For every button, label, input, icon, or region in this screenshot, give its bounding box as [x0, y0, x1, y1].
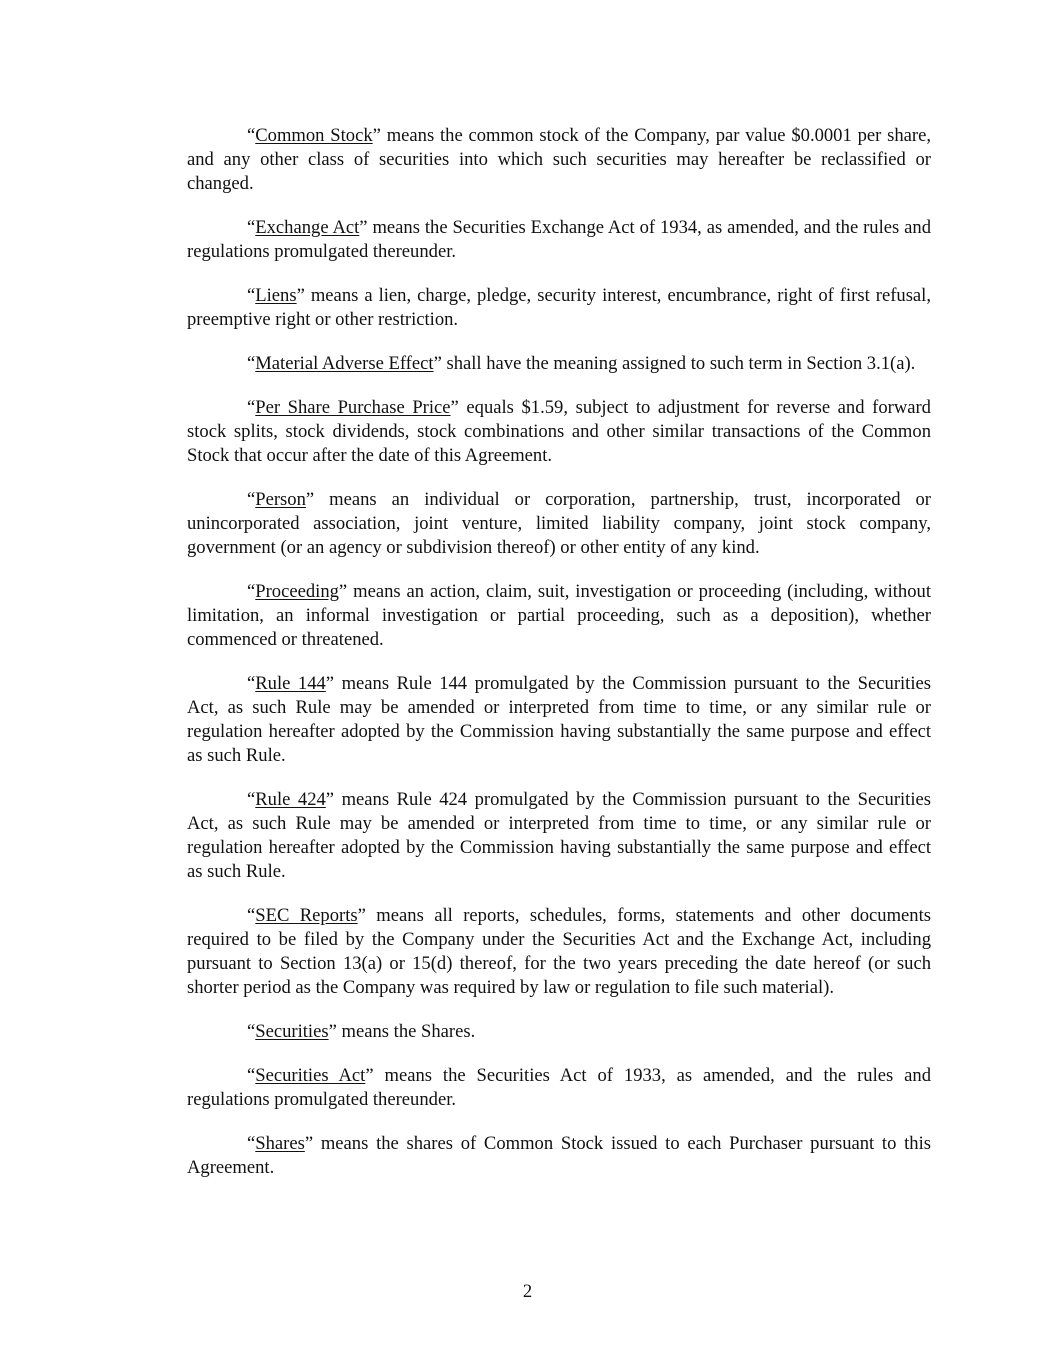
open-quote: “	[247, 217, 256, 238]
definition-exchange-act	[187, 216, 931, 264]
definition-body: equals $1.59, subject to adjustment for reverse and forward stock splits, stock dividends, stock combinations and other similar transactions of the Common Stock that occur after the date of this Agreement.	[187, 397, 931, 466]
definition-material-adverse-effect	[187, 352, 931, 376]
defined-term: Liens	[255, 285, 297, 306]
open-quote: “	[247, 285, 256, 306]
open-quote: “	[247, 1133, 256, 1154]
definition-liens	[187, 284, 931, 332]
open-quote: “	[247, 489, 256, 510]
definition-body: means the Securities Act of 1933, as amended, and the rules and regulations promulgated thereunder.	[187, 1065, 931, 1110]
definition-proceeding	[187, 580, 931, 652]
close-quote: ”	[338, 581, 348, 602]
defined-term: Proceeding	[255, 581, 339, 602]
close-quote: ”	[359, 217, 368, 238]
open-quote: “	[247, 125, 256, 146]
open-quote: “	[247, 353, 256, 374]
defined-term: Person	[255, 489, 306, 510]
definition-securities-act	[187, 1064, 931, 1112]
definition-body: shall have the meaning assigned to such term in Section 3.1(a).	[441, 353, 916, 374]
page-number: 2	[522, 1281, 533, 1302]
open-quote: “	[247, 1021, 256, 1042]
defined-term: Per Share Purchase Price	[255, 397, 451, 418]
defined-term: Securities	[255, 1021, 329, 1042]
open-quote: “	[247, 397, 256, 418]
defined-term: Rule 144	[255, 673, 326, 694]
definition-securities	[187, 1020, 931, 1044]
defined-term: Securities Act	[255, 1065, 366, 1086]
definition-person	[187, 488, 931, 560]
definition-body: means all reports, schedules, forms, statements and other documents required to be filed by the Company under the Securities Act and the Exchange Act, including pursuant to Section 13(a) or 15(d) thereof, for the two years preceding the date hereof (or such shorter period as the Company was required by law or regulation to file such material).	[187, 905, 932, 998]
open-quote: “	[247, 789, 256, 810]
open-quote: “	[247, 673, 256, 694]
definition-body: means the Securities Exchange Act of 1934, as amended, and the rules and regulations promulgated thereunder.	[187, 217, 932, 262]
defined-term: Rule 424	[255, 789, 326, 810]
defined-term: Shares	[255, 1133, 305, 1154]
close-quote: ”	[325, 673, 335, 694]
open-quote: “	[247, 1065, 256, 1086]
definitions-list	[187, 124, 931, 1200]
definition-rule-144	[187, 672, 931, 768]
close-quote: ”	[450, 397, 459, 418]
close-quote: ”	[296, 285, 305, 306]
definition-shares	[187, 1132, 931, 1180]
definition-body: means the Shares.	[336, 1021, 476, 1042]
defined-term: Exchange Act	[255, 217, 360, 238]
definition-sec-reports	[187, 904, 931, 1000]
close-quote: ”	[305, 489, 315, 510]
open-quote: “	[247, 905, 256, 926]
definition-body: means an action, claim, suit, investigation or proceeding (including, without limitation, an informal investigation or partial proceeding, such as a deposition), whether commenced or threatened.	[187, 581, 931, 650]
close-quote: ”	[357, 905, 366, 926]
definition-body: means the shares of Common Stock issued to each Purchaser pursuant to this Agreement.	[187, 1133, 931, 1178]
close-quote: ”	[372, 125, 381, 146]
open-quote: “	[247, 581, 256, 602]
definition-body: means Rule 144 promulgated by the Commission pursuant to the Securities Act, as such Rule may be amended or interpreted from time to time, or any similar rule or regulation hereafter adopted by the Commission having substantially the same purpose and effect as such Rule.	[187, 673, 931, 766]
defined-term: Common Stock	[255, 125, 373, 146]
definition-rule-424	[187, 788, 931, 884]
close-quote: ”	[304, 1133, 314, 1154]
close-quote: ”	[433, 353, 442, 374]
defined-term: SEC Reports	[255, 905, 358, 926]
definition-per-share-purchase-price	[187, 396, 931, 468]
close-quote: ”	[325, 789, 335, 810]
definition-body: means the common stock of the Company, par value $0.0001 per share, and any other class of securities into which such securities may hereafter be reclassified or changed.	[187, 125, 931, 194]
close-quote: ”	[365, 1065, 374, 1086]
definition-body: means an individual or corporation, partnership, trust, incorporated or unincorporated association, joint venture, limited liability company, joint stock company, government (or an agency or subdivision thereof) or other entity of any kind.	[187, 489, 931, 558]
definition-common-stock	[187, 124, 931, 196]
definition-body: means Rule 424 promulgated by the Commission pursuant to the Securities Act, as such Rule may be amended or interpreted from time to time, or any similar rule or regulation hereafter adopted by the Commission having substantially the same purpose and effect as such Rule.	[187, 789, 931, 882]
close-quote: ”	[328, 1021, 337, 1042]
definition-body: means a lien, charge, pledge, security interest, encumbrance, right of first refusal, preemptive right or other restriction.	[187, 285, 931, 330]
defined-term: Material Adverse Effect	[255, 353, 434, 374]
